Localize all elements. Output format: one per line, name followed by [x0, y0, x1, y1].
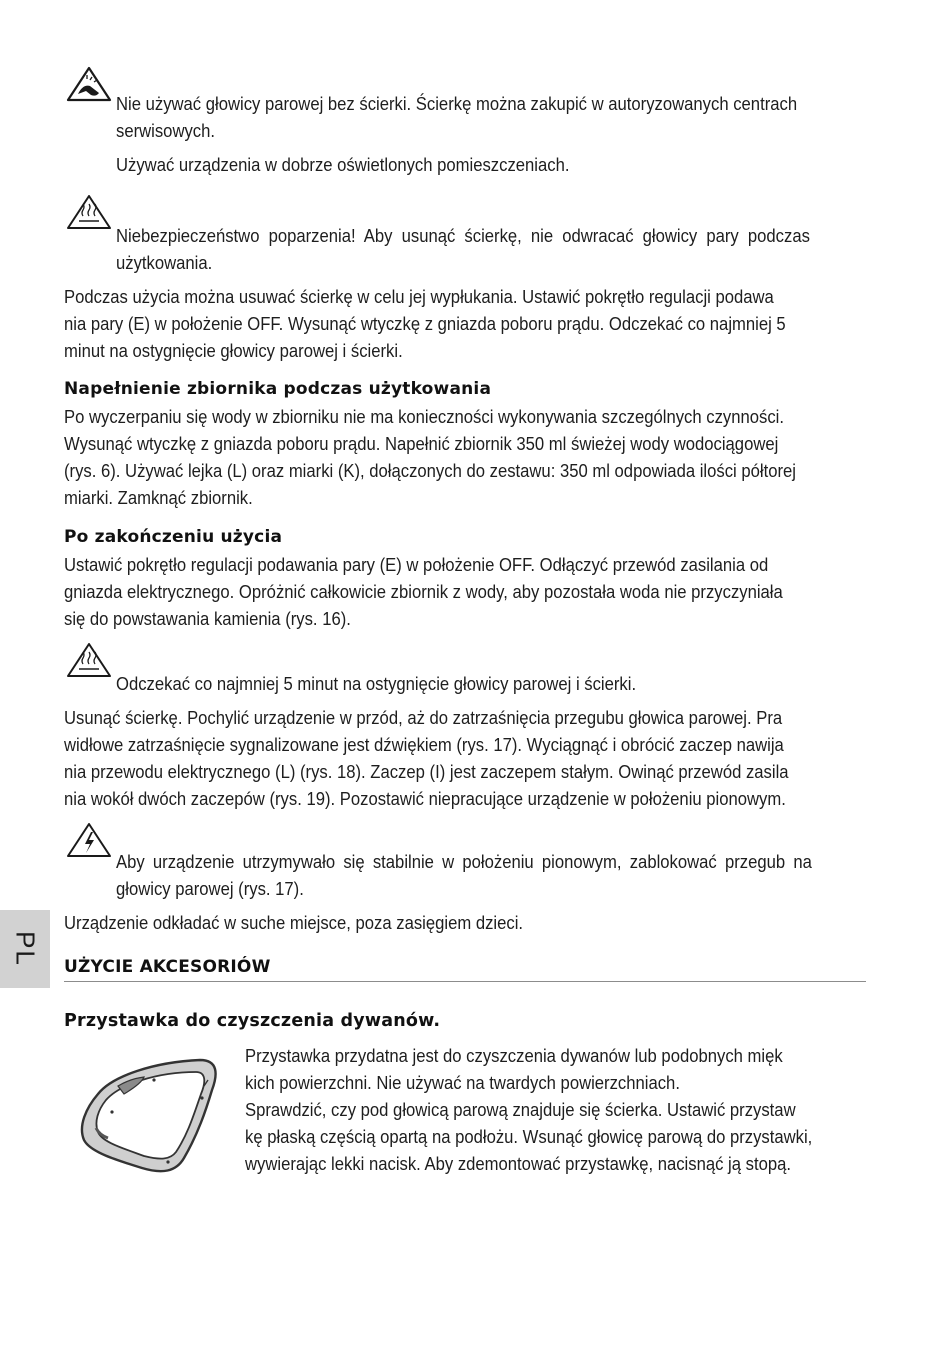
- warning-1-extra: Używać urządzenia w dobrze oświetlonych pomieszczeniach.: [116, 154, 570, 175]
- paragraph-line: Ustawić pokrętło regulacji podawania pary (E) w położenie OFF. Odłączyć przewód zasilania od: [64, 554, 769, 575]
- section-heading: Napełnienie zbiornika podczas użytkowania: [64, 379, 492, 399]
- section-heading: Po zakończeniu użycia: [64, 527, 283, 547]
- warning-2-line-2: użytkowania.: [116, 252, 213, 273]
- paragraph-line: gniazda elektrycznego. Opróżnić całkowicie zbiornik z wody, aby pozostała woda nie przyczyniała: [64, 581, 783, 602]
- paragraph-line: wywierając lekki nacisk. Aby zdemontować przystawkę, nacisnąć ją stopą.: [245, 1153, 791, 1174]
- paragraph-line: nia wokół dwóch zaczepów (rys. 19). Pozostawić niepracujące urządzenie w położeniu pionowym.: [64, 788, 786, 809]
- paragraph-line: minut na ostygnięcie głowicy parowej i ścierki.: [64, 340, 403, 361]
- warning-2-line-1: Niebezpieczeństwo poparzenia! Aby usunąć ścierkę, nie odwracać głowicy pary podczas: [116, 225, 810, 246]
- language-tab-label: PL: [10, 931, 41, 967]
- paragraph-line: Przystawka przydatna jest do czyszczenia dywanów lub podobnych mięk: [245, 1045, 783, 1066]
- paragraph-line: nia przewodu elektrycznego (L) (rys. 18). Zaczep (I) jest zaczepem stałym. Owinąć przewód zasila: [64, 761, 789, 782]
- paragraph-line: miarki. Zamknąć zbiornik.: [64, 487, 253, 508]
- paragraph-line: Podczas użycia można usuwać ścierkę w celu jej wypłukania. Ustawić pokrętło regulacji podawa: [64, 286, 774, 307]
- paragraph-line: nia pary (E) w położenie OFF. Wysunąć wtyczkę z gniazda poboru prądu. Odczekać co najmniej 5: [64, 313, 786, 334]
- paragraph-line: Wysunąć wtyczkę z gniazda poboru prądu. Napełnić zbiornik 350 ml świeżej wody wodociągowej: [64, 433, 779, 454]
- warning-4-line-2: głowicy parowej (rys. 17).: [116, 878, 304, 899]
- language-tab: [0, 910, 50, 988]
- hot-surface-warning-icon: [66, 194, 112, 230]
- warning-4-line-1: Aby urządzenie utrzymywało się stabilnie w położeniu pionowym, zablokować przegub na: [116, 851, 812, 872]
- subsection-heading: Przystawka do czyszczenia dywanów.: [64, 1011, 441, 1031]
- paragraph-line: się do powstawania kamienia (rys. 16).: [64, 608, 351, 629]
- warning-1-line-2: serwisowych.: [116, 120, 215, 141]
- hot-surface-warning-icon: [66, 642, 112, 678]
- accessories-heading: UŻYCIE AKCESORIÓW: [64, 957, 271, 977]
- paragraph-line: Urządzenie odkładać w suche miejsce, poza zasięgiem dzieci.: [64, 912, 524, 933]
- electric-shock-warning-icon: [66, 822, 112, 858]
- warning-1-line-1: Nie używać głowicy parowej bez ścierki. Ścierkę można zakupić w autoryzowanych centrach: [116, 93, 798, 114]
- paragraph-line: Po wyczerpaniu się wody w zbiorniku nie ma konieczności wykonywania szczególnych czynności.: [64, 406, 784, 427]
- paragraph-line: Sprawdzić, czy pod głowicą parową znajduje się ścierka. Ustawić przystaw: [245, 1099, 796, 1120]
- hand-hazard-warning-icon: [66, 66, 112, 102]
- paragraph-line: kich powierzchni. Nie używać na twardych powierzchniach.: [245, 1072, 680, 1093]
- warning-3: Odczekać co najmniej 5 minut na ostygnięcie głowicy parowej i ścierki.: [116, 673, 637, 694]
- paragraph-line: widłowe zatrzaśnięcie sygnalizowane jest dźwiękiem (rys. 17). Wyciągnąć i obrócić zaczep nawija: [64, 734, 784, 755]
- section-divider: [64, 981, 866, 982]
- paragraph-line: (rys. 6). Używać lejka (L) oraz miarki (K), dołączonych do zestawu: 350 ml odpowiada ilości półtorej: [64, 460, 796, 481]
- carpet-glider-illustration: [72, 1050, 222, 1176]
- paragraph-line: Usunąć ścierkę. Pochylić urządzenie w przód, aż do zatrzaśnięcia przegubu głowica parowej. Pra: [64, 707, 783, 728]
- paragraph-line: kę płaską częścią opartą na podłożu. Wsunąć głowicę parową do przystawki,: [245, 1126, 813, 1147]
